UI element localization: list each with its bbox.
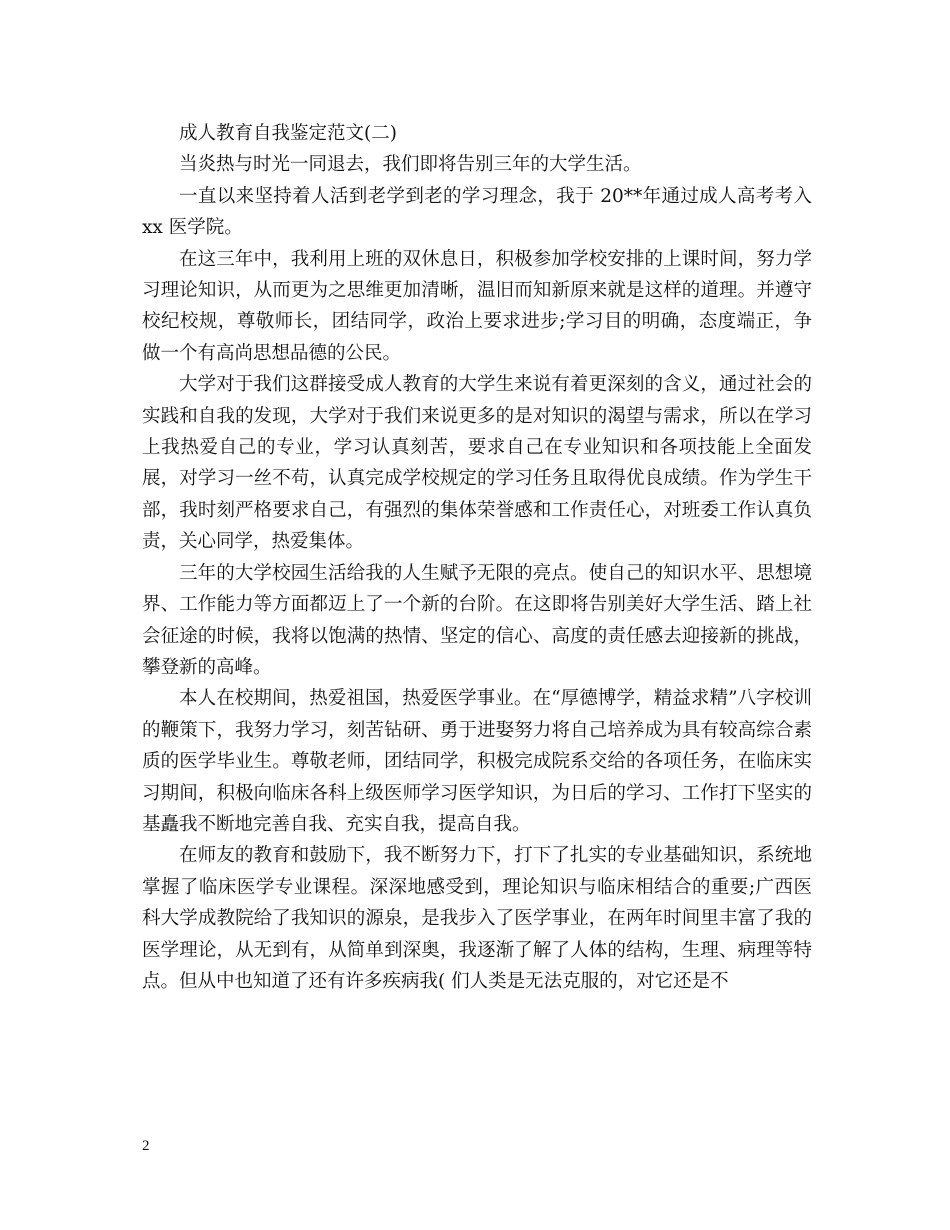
document-body bbox=[142, 118, 812, 997]
document-title: 成人教育自我鉴定范文(二) bbox=[179, 123, 397, 144]
paragraph-6: 本人在校期间，热爱祖国，热爱医学事业。在“厚德博学，精益求精”八字校训的鞭策下，我努力学习，刻苦钻研、勇于进娶努力将自己培养成为具有较高综合素质的医学毕业生。尊敬老师，团结同学，积极完成院系交给的各项任务，在临床实习期间，积极向临床各科上级医师学习医学知识，为日后的学习、工作打下坚实的基矗我不断地完善自我、充实自我，提高自我。 bbox=[142, 688, 812, 835]
paragraph-4: 大学对于我们这群接受成人教育的大学生来说有着更深刻的含义，通过社会的实践和自我的发现，大学对于我们来说更多的是对知识的渴望与需求，所以在学习上我热爱自己的专业，学习认真刻苦，要求自己在专业知识和各项技能上全面发展，对学习一丝不苟，认真完成学校规定的学习任务且取得优良成绩。作为学生干部，我时刻严格要求自己，有强烈的集体荣誉感和工作责任心，对班委工作认真负责，关心同学，热爱集体。 bbox=[142, 374, 812, 553]
paragraph-3: 在这三年中，我利用上班的双休息日，积极参加学校安排的上课时间，努力学习理论知识，从而更为之思维更加清晰，温旧而知新原来就是这样的道理。并遵守校纪校规，尊敬师长，团结同学，政治上要求进步;学习目的明确，态度端正，争做一个有高尚思想品德的公民。 bbox=[142, 248, 812, 364]
paragraph-7: 在师友的教育和鼓励下，我不断努力下，打下了扎实的专业基础知识，系统地掌握了临床医学专业课程。深深地感受到，理论知识与临床相结合的重要;广西医科大学成教院给了我知识的源泉，是我步入了医学事业，在两年时间里丰富了我的医学理论，从无到有，从简单到深奥，我逐渐了解了人体的结构，生理、病理等特点。但从中也知道了还有许多疾病我( 们人类是无法克服的，对它还是不 bbox=[142, 845, 812, 992]
paragraph-2: 一直以来坚持着人活到老学到老的学习理念，我于 20**年通过成人高考考入 xx 医学院。 bbox=[142, 185, 812, 239]
paragraph-5: 三年的大学校园生活给我的人生赋予无限的亮点。使自己的知识水平、思想境界、工作能力等方面都迈上了一个新的台阶。在这即将告别美好大学生活、踏上社会征途的时候，我将以饱满的热情、坚定的信心、高度的责任感去迎接新的挑战，攀登新的高峰。 bbox=[142, 562, 812, 678]
page-number: 2 bbox=[142, 1138, 150, 1154]
paragraph-1: 当炎热与时光一同退去，我们即将告别三年的大学生活。 bbox=[179, 154, 642, 176]
